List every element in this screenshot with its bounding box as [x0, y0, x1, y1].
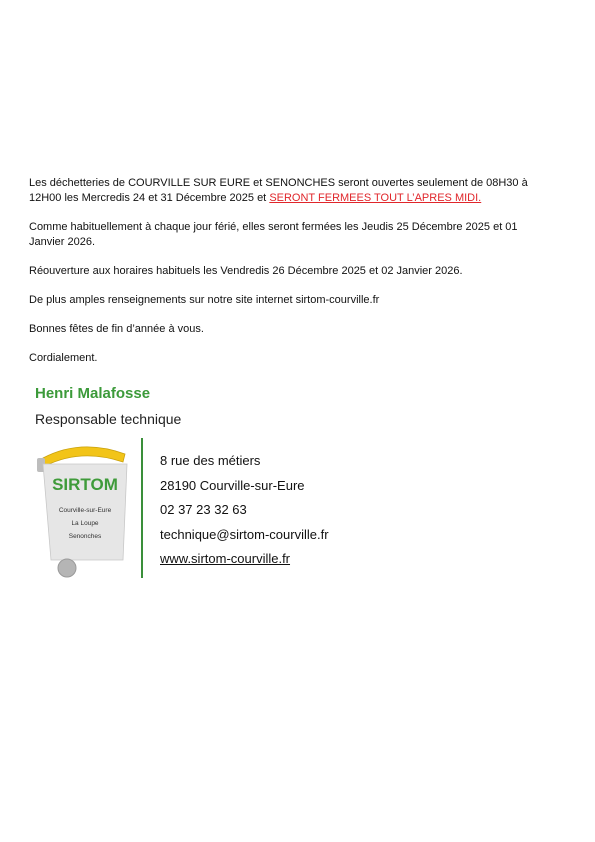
- bin-wheel: [58, 559, 76, 577]
- logo-town-3: Senonches: [68, 533, 102, 540]
- signature-title: Responsable technique: [35, 411, 182, 427]
- paragraph-info: De plus amples renseignements sur notre site internet sirtom-courville.fr: [29, 294, 380, 306]
- closed-afternoon-text: SERONT FERMEES TOUT L’APRES MIDI.: [269, 192, 482, 204]
- bin-lid: [43, 447, 125, 466]
- sirtom-bin-logo: [33, 442, 133, 582]
- contact-address: 8 rue des métiers: [160, 453, 261, 468]
- contact-email[interactable]: technique@sirtom-courville.fr: [160, 526, 329, 542]
- signature-divider: [141, 438, 143, 578]
- paragraph-greetings: Bonnes fêtes de fin d’année à vous.: [29, 323, 204, 335]
- contact-block: [160, 451, 329, 574]
- letter-body: [29, 176, 549, 380]
- website-link[interactable]: www.sirtom-courville.fr: [160, 551, 291, 566]
- logo-town-1: Courville-sur-Eure: [58, 507, 112, 514]
- paragraph-hours: [29, 176, 549, 206]
- hours-text: Les déchetteries de COURVILLE SUR EURE et SENONCHES seront ouvertes seulement de 08H30 à 12H00 les Mercredis 24 et 31 Décembre 2025 et: [29, 177, 528, 204]
- paragraph-closing: Cordialement.: [29, 352, 98, 364]
- contact-phone: 02 37 23 32 63: [160, 502, 247, 517]
- logo-town-2: La Loupe: [71, 520, 99, 527]
- logo-brand: SIRTOM: [52, 475, 118, 494]
- paragraph-reopening: Réouverture aux horaires habituels les Vendredis 26 Décembre 2025 et 02 Janvier 2026.: [29, 265, 463, 277]
- paragraph-holidays: Comme habituellement à chaque jour férié, elles seront fermées les Jeudis 25 Décembre 2025 et 01 Janvier 2026.: [29, 221, 518, 248]
- signature-name: Henri Malafosse: [35, 385, 151, 402]
- contact-city: 28190 Courville-sur-Eure: [160, 477, 305, 493]
